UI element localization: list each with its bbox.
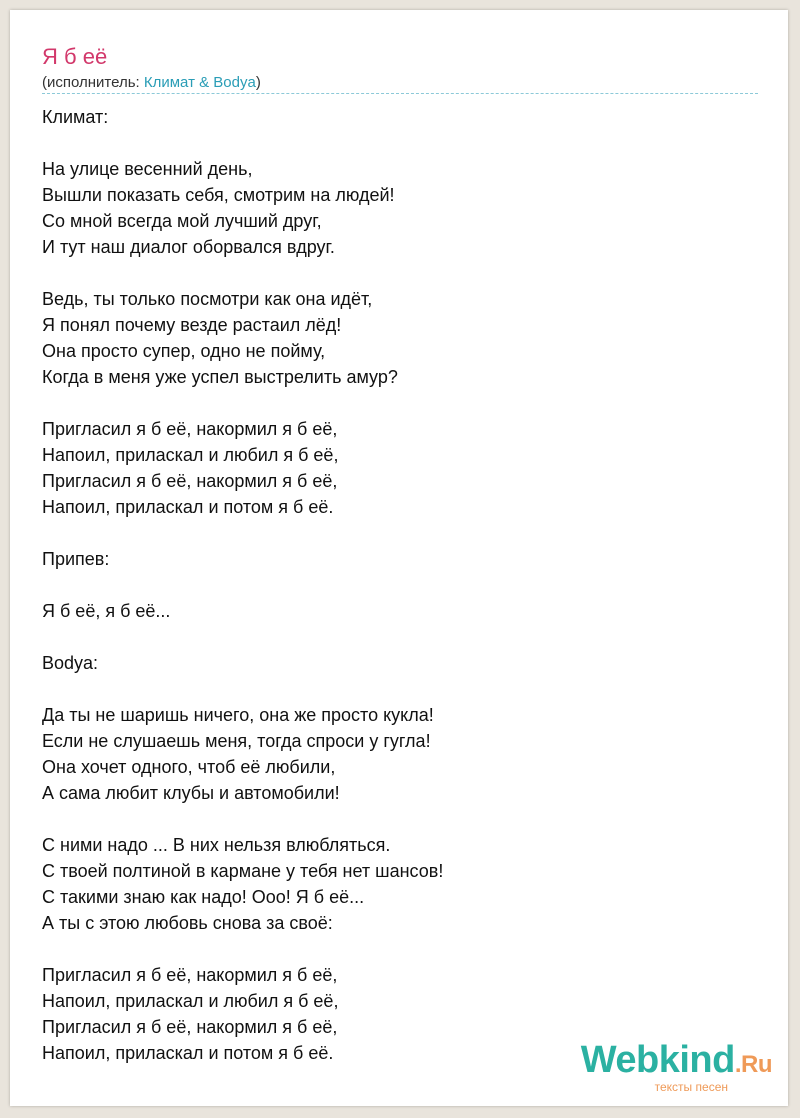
lyric-line <box>42 260 742 286</box>
lyric-line: Пригласил я б её, накормил я б её, <box>42 965 338 985</box>
lyric-line: Пригласил я б её, накормил я б её, <box>42 419 338 439</box>
lyric-line: Вышли показать себя, смотрим на людей! <box>42 185 395 205</box>
lyric-line: Да ты не шаришь ничего, она же просто кукла! <box>42 705 434 725</box>
lyric-line: Если не слушаешь меня, тогда спроси у гугла! <box>42 731 431 751</box>
lyric-line: Она хочет одного, чтоб её любили, <box>42 757 336 777</box>
lyric-line: Я понял почему везде растаил лёд! <box>42 315 342 335</box>
logo-tld: .Ru <box>734 1051 772 1078</box>
lyric-line: Напоил, приласкал и потом я б её. <box>42 497 334 517</box>
lyrics-text <box>42 104 742 1066</box>
lyric-line: Напоил, приласкал и потом я б её. <box>42 1043 334 1063</box>
lyric-line <box>42 130 742 156</box>
lyric-line: А ты с этою любовь снова за своё: <box>42 913 333 933</box>
lyric-line: Пригласил я б её, накормил я б её, <box>42 1017 338 1037</box>
lyric-line <box>42 624 742 650</box>
lyric-line: На улице весенний день, <box>42 159 253 179</box>
lyric-line <box>42 806 742 832</box>
lyric-line: С ними надо ... В них нельзя влюбляться. <box>42 835 391 855</box>
lyric-line: Напоил, приласкал и любил я б её, <box>42 445 339 465</box>
lyrics-page <box>10 10 788 1106</box>
lyric-line: Напоил, приласкал и любил я б её, <box>42 991 339 1011</box>
lyric-line: Пригласил я б её, накормил я б её, <box>42 471 338 491</box>
song-title: Я б её <box>42 44 108 69</box>
logo-wordmark <box>581 1041 772 1084</box>
lyric-line: Она просто супер, одно не пойму, <box>42 341 326 361</box>
artist-line <box>42 74 261 92</box>
lyric-line: Ведь, ты только посмотри как она идёт, <box>42 289 373 309</box>
lyric-line: А сама любит клубы и автомобили! <box>42 783 340 803</box>
lyric-line: С такими знаю как надо! Ооо! Я б её... <box>42 887 365 907</box>
lyric-line: Я б её, я б её... <box>42 601 171 621</box>
lyric-line: Припев: <box>42 549 110 569</box>
lyric-line <box>42 520 742 546</box>
artist-link[interactable]: Климат & Bodya <box>143 74 256 91</box>
webkind-logo[interactable] <box>581 1041 772 1094</box>
lyric-line: Климат: <box>42 107 109 127</box>
lyric-line: Bodya: <box>42 653 99 673</box>
artist-suffix: ) <box>255 74 261 91</box>
lyric-line: С твоей полтиной в кармане у тебя нет шансов! <box>42 861 444 881</box>
lyric-line: Со мной всегда мой лучший друг, <box>42 211 322 231</box>
lyric-line: И тут наш диалог оборвался вдруг. <box>42 237 335 257</box>
lyric-line <box>42 676 742 702</box>
lyric-line: Когда в меня уже успел выстрелить амур? <box>42 367 398 387</box>
logo-tagline: тексты песен <box>654 1080 728 1094</box>
lyric-line <box>42 936 742 962</box>
lyric-line <box>42 572 742 598</box>
dashed-divider <box>42 93 758 94</box>
artist-prefix: (исполнитель: <box>42 74 144 91</box>
logo-brand: Webkind <box>580 1039 735 1081</box>
lyric-line <box>42 390 742 416</box>
